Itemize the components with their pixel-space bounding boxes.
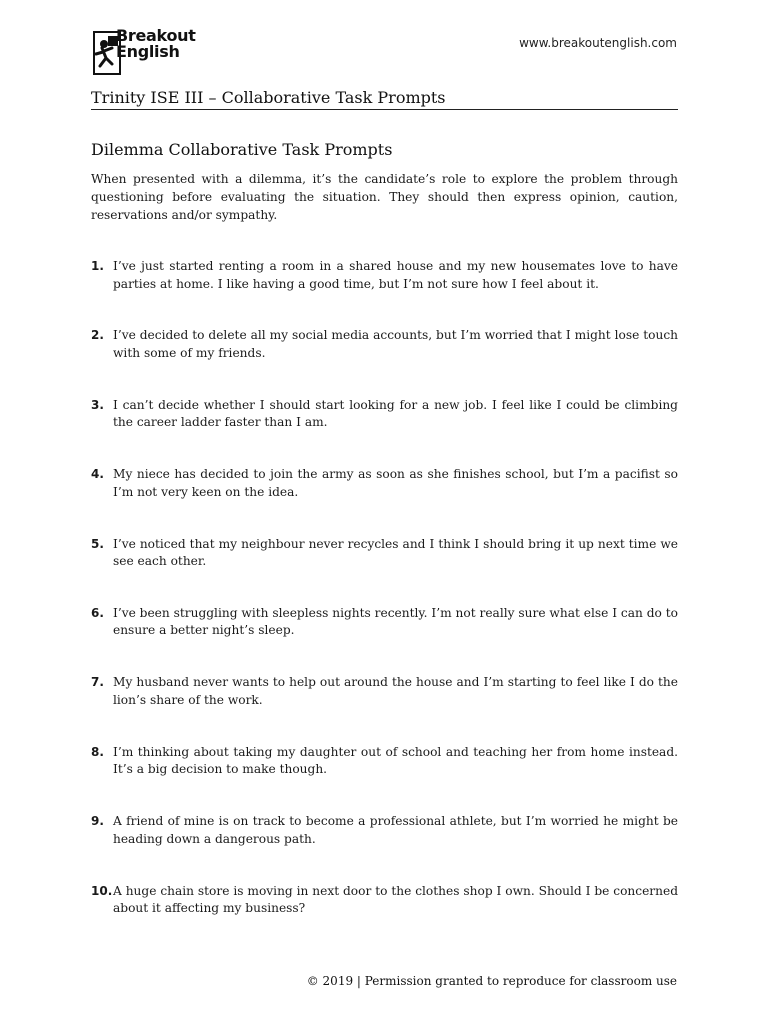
list-item bbox=[91, 327, 678, 396]
logo-line-1: Breakout bbox=[116, 26, 196, 45]
document-title: Trinity ISE III – Collaborative Task Prompts bbox=[91, 88, 446, 107]
item-number: 10. bbox=[91, 883, 113, 898]
footer-copyright: © 2019 | Permission granted to reproduce for classroom use bbox=[306, 974, 677, 988]
item-number: 1. bbox=[91, 259, 104, 273]
logo-wordmark bbox=[116, 28, 196, 60]
item-text: I can’t decide whether I should start looking for a new job. I feel like I could be climbing the career ladder faster than I am. bbox=[113, 397, 678, 430]
item-text: I’ve been struggling with sleepless nights recently. I’m not really sure what else I can do to ensure a better night’s sleep. bbox=[113, 605, 678, 638]
item-text: A friend of mine is on track to become a professional athlete, but I’m worried he might be heading down a dangerous path. bbox=[113, 814, 678, 846]
item-text: I’ve noticed that my neighbour never recycles and I think I should bring it up next time we see each other. bbox=[113, 536, 678, 569]
item-number: 2. bbox=[91, 328, 104, 343]
item-text: I’ve decided to delete all my social media accounts, but I’m worried that I might lose touch with some of my friends. bbox=[113, 328, 678, 360]
logo-line-2: English bbox=[116, 42, 180, 61]
list-item bbox=[91, 605, 678, 674]
item-text: I’m thinking about taking my daughter out of school and teaching her from home instead. It’s a big decision to make though. bbox=[113, 744, 678, 777]
item-number: 3. bbox=[91, 397, 104, 412]
item-number: 9. bbox=[91, 814, 104, 829]
item-number: 4. bbox=[91, 467, 104, 482]
section-heading: Dilemma Collaborative Task Prompts bbox=[91, 140, 393, 159]
title-divider bbox=[91, 109, 678, 110]
list-item bbox=[91, 466, 678, 535]
intro-paragraph: When presented with a dilemma, it’s the candidate’s role to explore the problem through questioning before evaluating the situation. They should then express opinion, caution, reservations and/or sympathy. bbox=[91, 172, 678, 222]
breakout-english-logo bbox=[92, 28, 212, 80]
item-number: 6. bbox=[91, 605, 104, 620]
list-item bbox=[91, 536, 678, 605]
site-url: www.breakoutenglish.com bbox=[519, 36, 677, 50]
prompt-list bbox=[91, 258, 678, 952]
item-number: 7. bbox=[91, 675, 104, 690]
item-text: My husband never wants to help out around the house and I’m starting to feel like I do the lion’s share of the work. bbox=[113, 675, 678, 707]
list-item bbox=[91, 674, 678, 743]
list-item bbox=[91, 813, 678, 882]
list-item bbox=[91, 744, 678, 813]
list-item bbox=[91, 397, 678, 466]
item-text: A huge chain store is moving in next door to the clothes shop I own. Should I be concerned about it affecting my business? bbox=[113, 883, 678, 916]
item-text: I’ve just started renting a room in a shared house and my new housemates love to have parties at home. I like having a good time, but I’m not sure how I feel about it. bbox=[113, 259, 678, 291]
list-item bbox=[91, 883, 678, 952]
item-number: 5. bbox=[91, 536, 104, 551]
item-text: My niece has decided to join the army as soon as she finishes school, but I’m a pacifist so I’m not very keen on the idea. bbox=[113, 467, 678, 499]
list-item bbox=[91, 258, 678, 327]
item-number: 8. bbox=[91, 744, 104, 759]
